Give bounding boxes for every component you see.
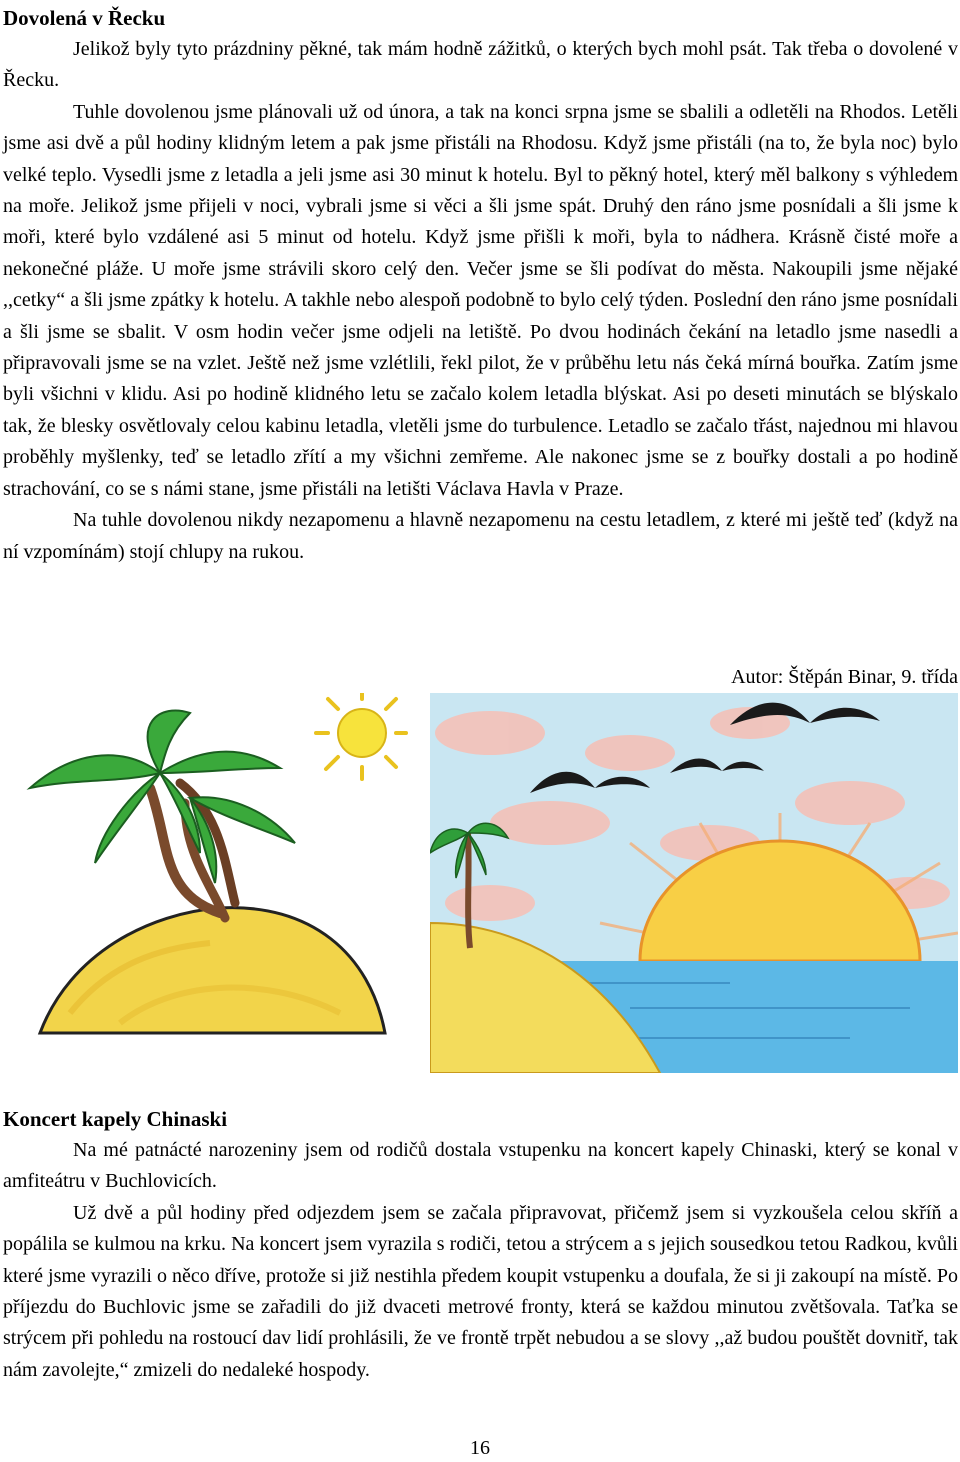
paragraph: Už dvě a půl hodiny před odjezdem jsem se začala připravovat, přičemž jsem si vyzkoušela celou skříň a popálila se kulmou na krku. Na koncert jsem vyrazila s rodiči, tetou a strýcem a s jejich sousedkou tetou Radkou, kvůli které jsme vyrazili o něco dříve, protože si již nestihla předem koupit vstupenku a doufala, že si ji zakoupí na místě. Po příjezdu do Buchlovic jsme se zařadili do již dvaceti metrové fronty, která se každou minutou zvětšovala. Taťka se strýcem při pohledu na rostoucí dav lidí prohlásili, že ve frontě trpět nebudou a se slovy ,,až budou pouštět dovnitř, tak nám zavolejte,“ zmizeli do nedaleké hospody. bbox=[3, 1201, 958, 1381]
sun-icon bbox=[316, 693, 406, 779]
sunset-sea-drawing bbox=[430, 693, 958, 1073]
palm-island-drawing bbox=[10, 693, 410, 1075]
paragraph: Na mé patnácté narozeniny jsem od rodičů dostala vstupenku na koncert kapely Chinaski, který se konal v amfiteátru v Buchlovicích. bbox=[3, 1139, 958, 1193]
paragraph: Tuhle dovolenou jsme plánovali už od února, a tak na konci srpna jsme se sbalili a odletěli na Rhodos. Letěli jsme asi dvě a půl hodiny klidným letem a pak jsme přistáli na Rhodosu. Když jsme přistáli (na to, že byla noc) bylo velké teplo. Vysedli jsme z letadla a jeli jsme asi 30 minut k hotelu. Byl to pěkný hotel, který měl balkony s výhledem na moře. Jelikož jsme přijeli v noci, vybrali jsme si věci a šli jsme spát. Druhý den ráno jsme posnídali a šli jsme k moři, které bylo vzdálené asi 5 minut od hotelu. Když jsme přišli k moři, byla to nádhera. Krásně čisté moře a nekonečné pláže. U moře jsme strávili skoro celý den. Večer jsme se šli podívat do města. Nakoupili jsme nějaké ,,cetky“ a šli jsme zpátky k hotelu. A takhle nebo alespoň podobně to bylo celý týden. Poslední den ráno jsme posnídali a šli jsme se sbalit. V osm hodin večer jsme odjeli na letiště. Po dvou hodinách čekání na letadlo jsme nasedli a připravovali jsme se na vzlet. Ještě než jsme vzlétlili, řekl pilot, že v průběhu letu nás čeká mírná bouřka. Zatím jsme byli všichni v klidu. Asi po hodině klidného letu se začalo kolem letadla blýskat. Asi po deseti minutách se blýskalo tak, že blesky osvětlovaly celou kabinu letadla, vletěli jsme do turbulence. Letadlo se začalo třást, najednou mi hlavou proběhly myšlenky, teď se letadlo zřítí a my všichni zemřeme. Ale nakonec jsme se z bouřky dostali a po hodině strachování, co se s námi stane, jsme přistáli na letišti Václava Havla v Praze. bbox=[3, 100, 958, 500]
article-body bbox=[3, 1135, 958, 1386]
article-title: Koncert kapely Chinaski bbox=[3, 1107, 228, 1131]
paragraph: Jelikož byly tyto prázdniny pěkné, tak mám hodně zážitků, o kterých bych mohl psát. Tak třeba o dovolené v Řecku. bbox=[3, 38, 958, 92]
author-line: Autor: Štěpán Binar, 9. třída bbox=[731, 666, 958, 688]
page-number: 16 bbox=[470, 1437, 490, 1459]
paragraph: Na tuhle dovolenou nikdy nezapomenu a hlavně nezapomenu na cestu letadlem, z které mi ještě teď (když na ní vzpomínám) stojí chlupy na rukou. bbox=[3, 509, 958, 563]
article-title: Dovolená v Řecku bbox=[3, 6, 166, 30]
article-body bbox=[3, 34, 958, 568]
